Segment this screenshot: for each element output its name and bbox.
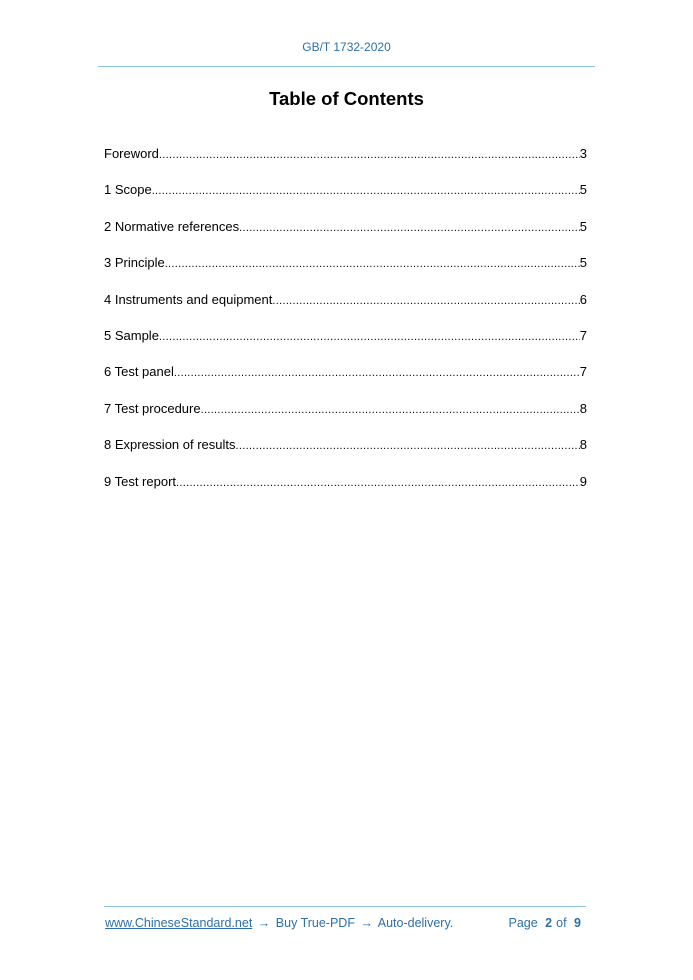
header-divider	[98, 66, 595, 67]
footer-promo	[105, 916, 453, 930]
toc-entry[interactable]	[104, 436, 587, 472]
total-pages-number: 9	[574, 916, 581, 930]
toc-entry-page-number: 8	[579, 437, 587, 453]
toc-entry-page-number: 9	[579, 473, 587, 489]
toc-entry[interactable]	[104, 254, 587, 290]
of-word: of	[556, 916, 567, 930]
page-word: Page	[508, 916, 538, 930]
chinesestandard-link[interactable]: www.ChineseStandard.net	[105, 916, 253, 930]
toc-entry[interactable]	[104, 181, 587, 217]
toc-dot-leader	[152, 182, 580, 200]
toc-entry-label: 4 Instruments and equipment	[104, 291, 273, 307]
right-arrow-icon: →	[360, 916, 373, 930]
toc-entry[interactable]	[104, 218, 587, 254]
toc-dot-leader	[236, 437, 580, 455]
toc-entry-page-number: 5	[579, 182, 587, 198]
right-arrow-icon: →	[257, 916, 271, 930]
toc-entry[interactable]	[104, 363, 587, 399]
toc-dot-leader	[165, 255, 580, 273]
toc-dot-leader	[159, 328, 580, 346]
toc-entry-page-number: 6	[579, 291, 587, 307]
toc-dot-leader	[239, 219, 580, 237]
toc-entry-page-number: 7	[579, 364, 587, 380]
toc-entry-label: 6 Test panel	[104, 364, 174, 380]
buy-true-pdf-text: Buy True-PDF	[275, 916, 355, 930]
auto-delivery-text: Auto-delivery.	[377, 916, 454, 930]
toc-dot-leader	[201, 401, 580, 419]
toc-entry-label: 3 Principle	[104, 255, 165, 271]
toc-entry[interactable]	[104, 473, 587, 509]
toc-entry-label: 8 Expression of results	[104, 437, 236, 453]
toc-dot-leader	[272, 292, 579, 310]
toc-dot-leader	[159, 146, 580, 164]
toc-entry[interactable]	[104, 400, 587, 436]
toc-entry-label: 2 Normative references	[104, 218, 240, 234]
page-footer	[105, 916, 585, 934]
toc-entry-label: 5 Sample	[104, 327, 159, 343]
page-indicator	[508, 916, 585, 930]
toc-entry-label: 9 Test report	[104, 473, 177, 489]
toc-entry[interactable]	[104, 145, 587, 181]
toc-entry-label: 1 Scope	[104, 182, 152, 198]
header-doc-id: GB/T 1732-2020	[302, 40, 391, 54]
current-page-number: 2	[545, 916, 553, 930]
page-title: Table of Contents	[269, 88, 424, 109]
toc-entry-page-number: 5	[579, 255, 587, 271]
toc-entry-page-number: 5	[579, 218, 587, 234]
toc-entry-page-number: 8	[579, 400, 587, 416]
toc-entry-page-number: 3	[579, 146, 587, 161]
table-of-contents	[104, 145, 587, 509]
toc-entry[interactable]	[104, 291, 587, 327]
toc-dot-leader	[176, 474, 580, 492]
toc-entry-label: 7 Test procedure	[104, 400, 201, 416]
toc-entry-label: Foreword	[104, 146, 159, 161]
toc-entry[interactable]	[104, 327, 587, 363]
toc-dot-leader	[174, 364, 580, 382]
footer-divider	[104, 906, 586, 907]
toc-entry-page-number: 7	[579, 327, 587, 343]
